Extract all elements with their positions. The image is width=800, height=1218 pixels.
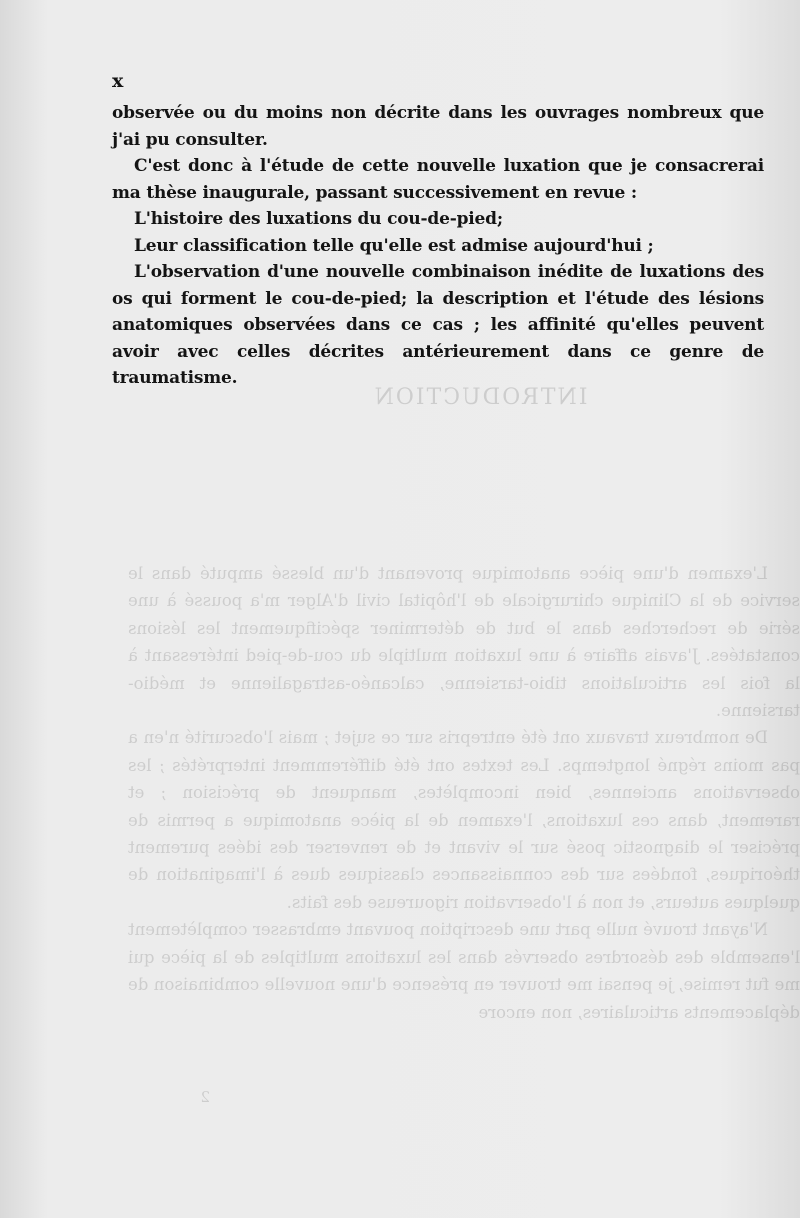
list-item: L'histoire des luxations du cou-de-pied;	[134, 209, 503, 229]
list-item: L'observation d'une nouvelle combinaison inédite de luxations des os qui forment le cou-de-pied; la description et l'étude des lésions anatomiques observées dans ce cas ; les affinité qu'elles peuvent avoir avec celles décrites antérieurement dans ce genre de traumatisme.	[112, 262, 764, 388]
bleed-paragraph: L'examen d'une pièce anatomique provenant d'un blessé amputé dans le service de la Clinique chirurgicale de l'hôpital civil d'Alger m'a poussé à une série de recherches dans le but de déterminer spécifiquement les lésions constatées. J'avais affaire à une luxation multiple du cou-de-pied intéressant à la fois les articulations tibio-tarsienne, calcanéo-astragalienne et médio-tarsienne.	[128, 564, 800, 721]
paragraph: C'est donc à l'étude de cette nouvelle luxation que je consacrerai ma thèse inaugurale, passant successivement en revue :	[112, 156, 764, 203]
page-number: x	[112, 70, 124, 92]
paragraph: observée ou du moins non décrite dans les ouvrages nombreux que j'ai pu consulter.	[112, 103, 764, 150]
bleed-heading: INTRODUCTION	[372, 385, 588, 410]
main-text	[112, 100, 764, 392]
bleed-paragraph: N'ayant trouvé nulle part une description pouvant embrasser complètement l'ensemble des désordres observés dans les luxations multiples de la pièce qui me fut remise, je pensai me trouver en présence d'une nouvelle combinaison de déplacements articulaires, non encore	[128, 920, 800, 1022]
bleed-folio: 2	[200, 1088, 210, 1106]
bleed-paragraph: De nombreux travaux ont été entrepris sur ce sujet ; mais l'obscurité n'en a pas moins régné longtemps. Les textes ont été différemment interprétés ; les observations anciennes, bien incomplètes, manquent de précision ; et rarement, dans ces luxations, l'examen de la pièce anatomique a permis de préciser le diagnostic posé sur le vivant et de renverser des idées purement théoriques, fondées sur des connaissances classiques dues à l'imagination de quelques auteurs, et non à l'observation rigoureuse des faits.	[128, 728, 800, 912]
list-item: Leur classification telle qu'elle est admise aujourd'hui ;	[134, 235, 654, 256]
bleed-body	[128, 560, 800, 1026]
